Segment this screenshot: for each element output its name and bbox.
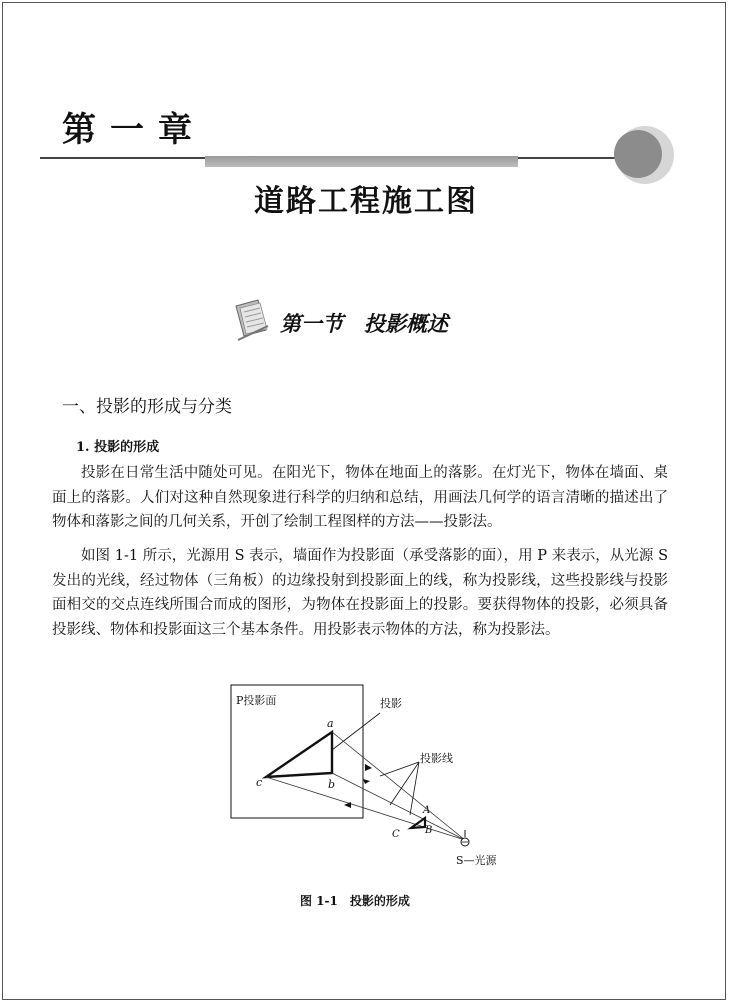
decorative-circle-dark [614,130,662,178]
projection-line [266,777,465,840]
projected-triangle [266,732,332,777]
point-c-label: c [256,776,263,789]
projection-leader [332,713,380,750]
point-A-label: A [423,805,431,816]
projection-line [332,732,465,840]
point-C-label: C [392,829,400,840]
paragraph-2 [52,544,668,642]
paragraph-text: 投影在日常生活中随处可见。在阳光下，物体在地面上的落影。在灯光下，物体在墙面、桌面上的落影。人们对这种自然现象进行科学的归纳和总结，用画法几何学的语言清晰的描述出了物体和落影之间的几何关系，开创了绘制工程图样的方法——投影法。 [52,465,668,530]
paragraph-1 [52,461,668,535]
figure-caption: 图 1-1 投影的形成 [300,894,410,908]
projection-arrow [365,764,372,771]
point-b-label: b [328,778,336,791]
projection-figure [220,680,520,880]
projection-label: 投影 [380,697,402,710]
object-triangle [411,818,425,828]
projection-line-label: 投影线 [420,752,453,765]
heading-level-1: 一、投影的形成与分类 [62,397,232,417]
plane-label: P投影面 [236,694,277,707]
projection-arrow [363,779,370,784]
point-a-label: a [327,717,334,730]
section-book-icon [232,296,272,342]
light-source-label: S—光源 [456,854,497,867]
paragraph-text: 如图 1-1 所示，光源用 S 表示，墙面作为投影面（承受落影的面），用 P 来表示，从光源 S 发出的光线，经过物体（三角板）的边缘投射到投影面上的线，称为投影线，这些投影线与投影面相交的交点连线所围合而成的图形，为物体在投影面上的投影。要获得物体的投影，必须具备投影线、物体和投影面这三个基本条件。用投影表示物体的方法，称为投影法。 [52,548,668,638]
chapter-title: 道路工程施工图 [254,184,478,219]
chapter-label: 第一章 [62,110,206,150]
label-leader [380,762,419,776]
section-title: 第一节 投影概述 [280,312,448,336]
point-B-label: B [425,825,433,836]
label-leader [390,762,419,805]
chapter-title-bar [205,156,518,167]
heading-level-2: 1. 投影的形成 [76,440,160,455]
label-leader [410,762,419,815]
